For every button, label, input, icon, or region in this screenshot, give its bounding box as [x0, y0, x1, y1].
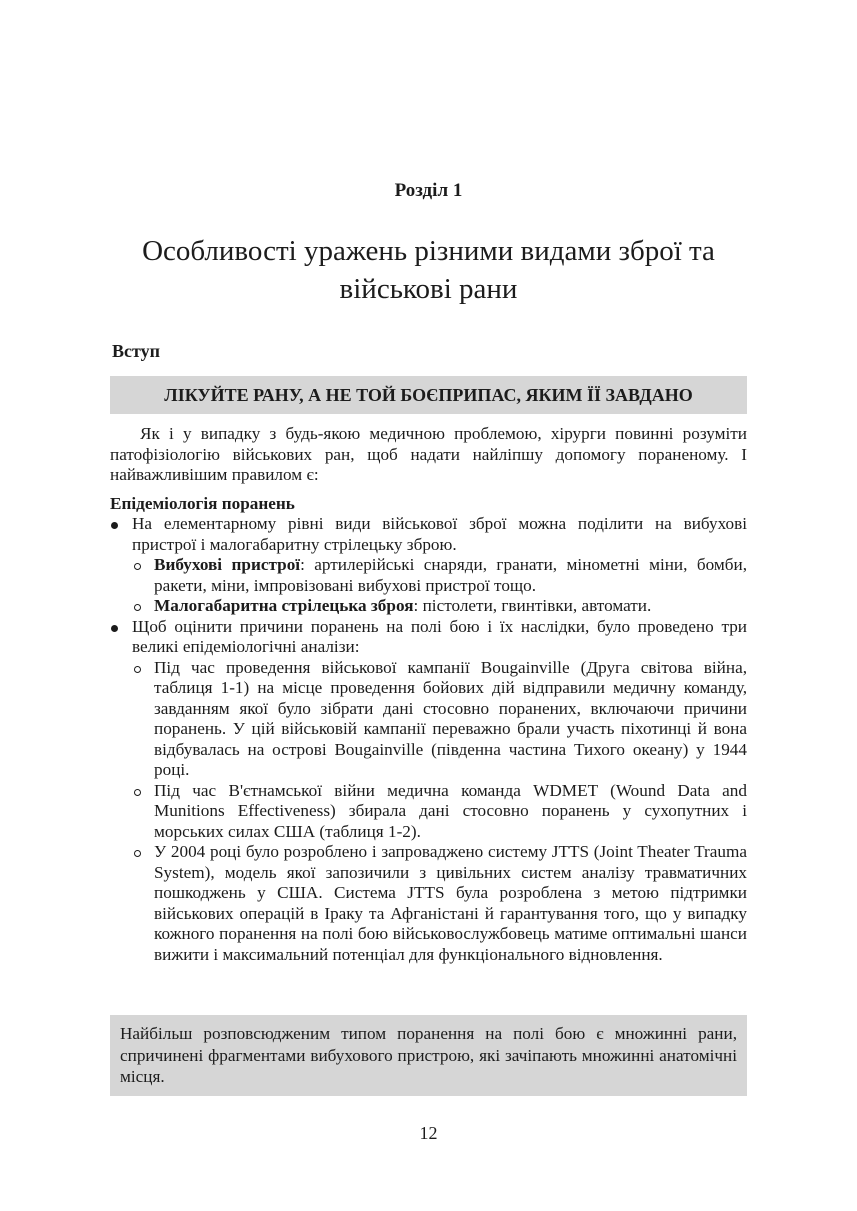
list-item-text: Щоб оцінити причини поранень на полі бою і їх наслідки, було проведено три великі епідеміологічні аналізи: [132, 616, 747, 656]
page-number: 12 [419, 1123, 438, 1143]
sub-list-item-text: Під час В'єтнамської війни медична команда WDMET (Wound Data and Munitions Effectiveness) збирала дані стосовно поранень у сухопутних і морських силах США (таблиця 1-2). [154, 780, 747, 841]
sub-list-item-text: : пістолети, гвинтівки, автомати. [413, 596, 652, 615]
intro-paragraph: Як і у випадку з будь-якою медичною проблемою, хірурги повинні розуміти патофізіологію військових ран, щоб надати найліпшу допомогу пораненому. І найважливішим правилом є: [110, 424, 747, 484]
term: Вибухові пристрої [154, 555, 301, 574]
chapter-title: Особливості уражень різними видами зброї та військові рани [142, 235, 715, 305]
hollow-bullet-icon [134, 563, 141, 570]
filled-bullet-icon [111, 522, 118, 529]
hollow-bullet-icon [134, 604, 141, 611]
sub-list-item [132, 596, 747, 617]
term: Малогабаритна стрілецька зброя [154, 596, 414, 615]
chapter-label: Розділ 1 [394, 180, 463, 201]
hollow-bullet-icon [134, 789, 141, 796]
section-heading: Епідеміологія поранень [110, 493, 295, 513]
rule-banner [110, 376, 747, 414]
sub-list-item [132, 842, 747, 965]
list-item-text: На елементарному рівні види військової зброї можна поділити на вибухові пристрої і малогабаритну стрілецьку зброю. [132, 514, 747, 554]
hollow-bullet-icon [134, 850, 141, 857]
intro-heading: Вступ [112, 341, 160, 361]
summary-box [110, 1015, 747, 1096]
sub-list-item-text: : артилерійські снаряди, гранати, мінометні міни, бомби, ракети, міни, імпровізовані вибухові пристрої тощо. [154, 555, 747, 595]
sub-list [132, 658, 747, 966]
sub-list-item-text: У 2004 році було розроблено і запроваджено систему JTTS (Joint Theater Trauma System), модель якої запозичили з цивільних систем аналізу травматичних пошкоджень у США. Система JTTS була розроблена з метою підтримки військових операцій в Іраку та Афганістані й гарантування того, що у випадку кожного поранення на полі бою військовослужбовець матиме оптимальні шанси вижити і максимальний потенціал для функціонального відновлення. [154, 842, 747, 964]
list-item [110, 514, 747, 617]
main-content [110, 424, 747, 965]
summary-text: Найбільш розповсюдженим типом поранення на полі бою є множинні рани, спричинені фрагментами вибухового пристрою, які зачіпають множинні анатомічні місця. [120, 1024, 737, 1086]
rule-banner-text: ЛІКУЙТЕ РАНУ, А НЕ ТОЙ БОЄПРИПАС, ЯКИМ ЇЇ ЗАВДАНО [164, 384, 693, 405]
epidemiology-list [110, 514, 747, 965]
sub-list-item [132, 658, 747, 781]
sub-list-item [132, 555, 747, 596]
sub-list-item-text: Під час проведення військової кампанії Bougainville (Друга світова війна, таблиця 1-1) на місце проведення бойових дій відправили медичну команду, завданням якої було зібрати дані стосовно поранених, включаючи причини поранень. У цій військовій кампанії переважно брали участь піхотинці й вона відбувалась на острові Bougainville (південна частина Тихого океану) у 1944 році. [154, 657, 747, 779]
list-item [110, 617, 747, 966]
sub-list [132, 555, 747, 617]
filled-bullet-icon [111, 625, 118, 632]
hollow-bullet-icon [134, 666, 141, 673]
sub-list-item [132, 781, 747, 843]
